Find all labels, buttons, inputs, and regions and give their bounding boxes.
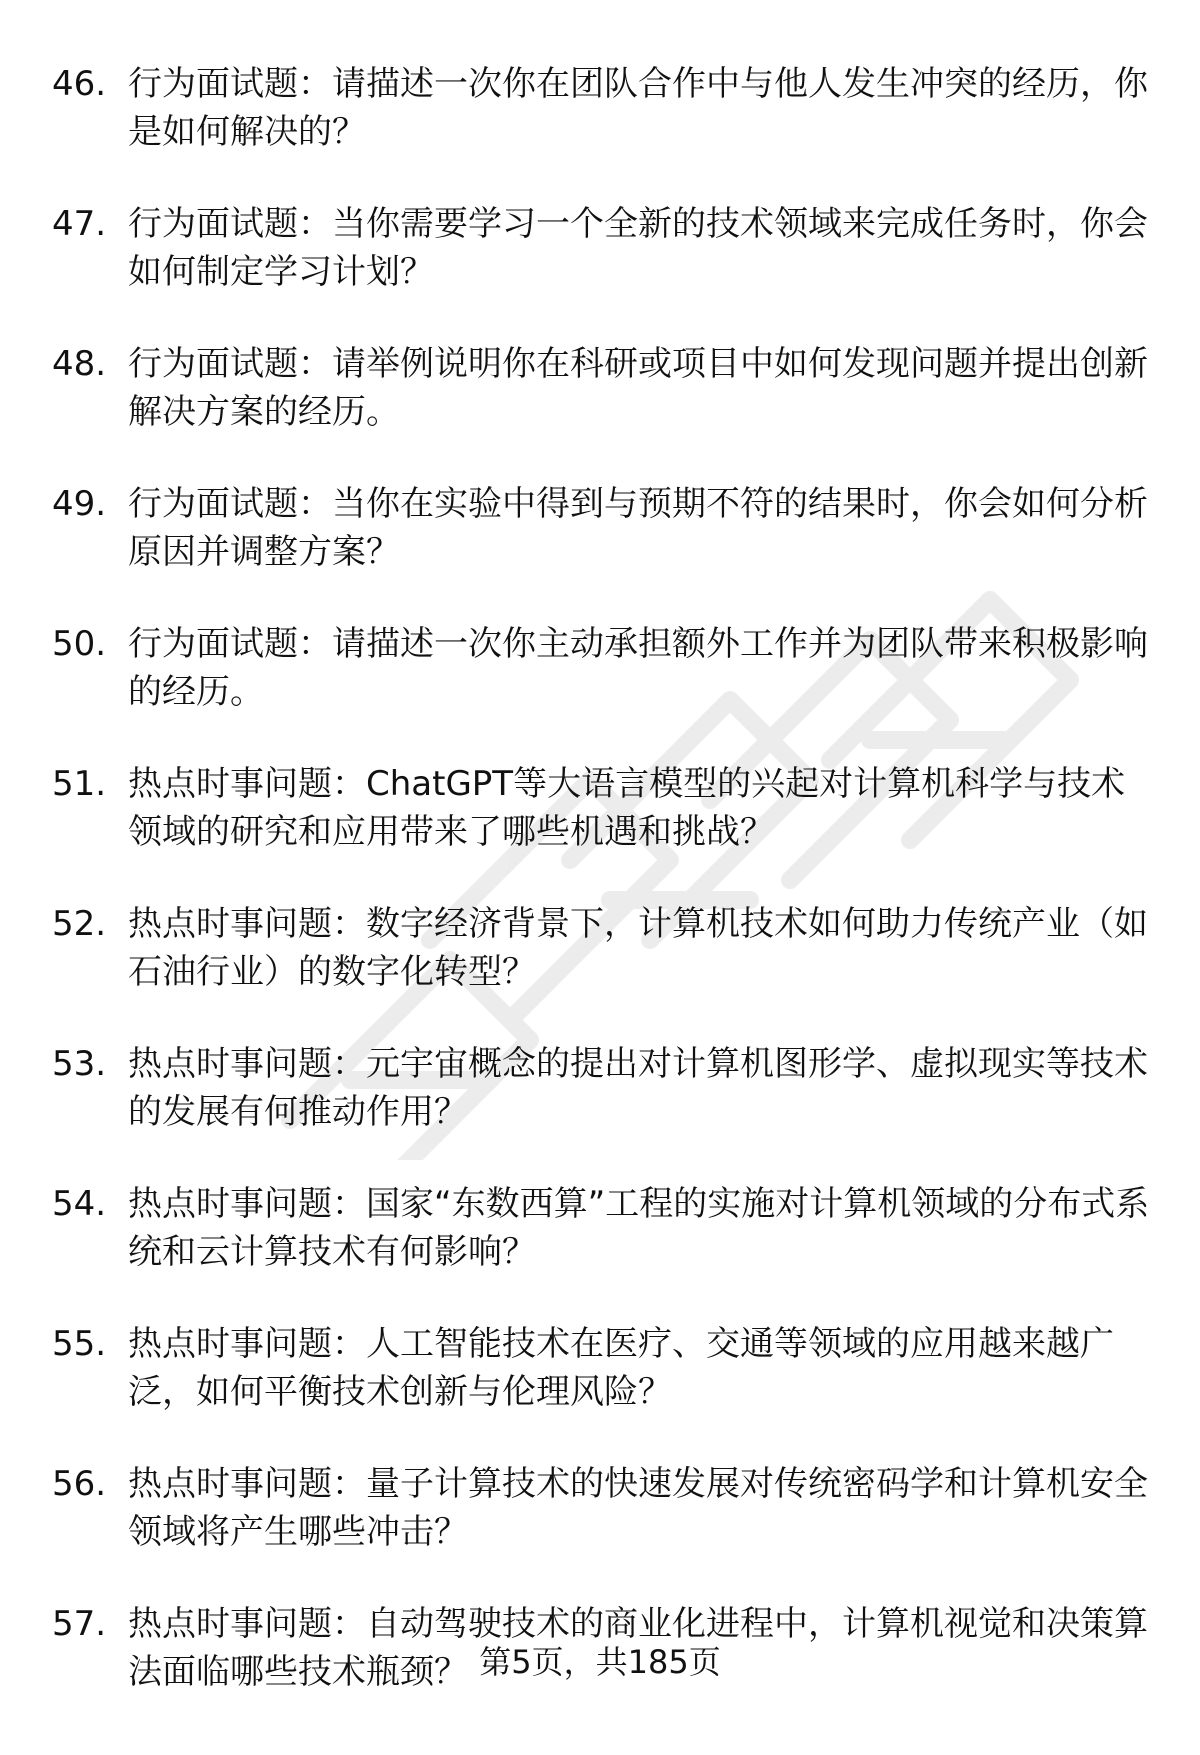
question-item-56	[52, 1460, 1152, 1556]
question-text: 行为面试题：当你需要学习一个全新的技术领域来完成任务时，你会如何制定学习计划？	[128, 204, 1148, 292]
question-number: 57.	[52, 1604, 107, 1644]
question-item-46	[52, 60, 1152, 156]
question-text: 行为面试题：请描述一次你主动承担额外工作并为团队带来积极影响的经历。	[128, 624, 1148, 712]
question-item-52	[52, 900, 1152, 996]
question-number: 56.	[52, 1464, 107, 1504]
question-number: 47.	[52, 204, 107, 244]
question-text: 热点时事问题：数字经济背景下，计算机技术如何助力传统产业（如石油行业）的数字化转型？	[128, 904, 1148, 992]
question-list	[52, 60, 1152, 1740]
question-number: 54.	[52, 1184, 107, 1224]
question-text: 热点时事问题：人工智能技术在医疗、交通等领域的应用越来越广泛，如何平衡技术创新与伦理风险？	[128, 1324, 1114, 1412]
question-number: 49.	[52, 484, 107, 524]
question-text: 热点时事问题：自动驾驶技术的商业化进程中，计算机视觉和决策算法面临哪些技术瓶颈？	[128, 1604, 1148, 1692]
question-text: 热点时事问题：元宇宙概念的提出对计算机图形学、虚拟现实等技术的发展有何推动作用？	[128, 1044, 1148, 1132]
question-number: 51.	[52, 764, 107, 804]
question-item-53	[52, 1040, 1152, 1136]
question-item-54	[52, 1180, 1152, 1276]
question-text: 热点时事问题：量子计算技术的快速发展对传统密码学和计算机安全领域将产生哪些冲击？	[128, 1464, 1148, 1552]
question-text: 行为面试题：当你在实验中得到与预期不符的结果时，你会如何分析原因并调整方案？	[128, 484, 1148, 572]
question-text: 行为面试题：请举例说明你在科研或项目中如何发现问题并提出创新解决方案的经历。	[128, 344, 1148, 432]
question-number: 46.	[52, 64, 107, 104]
question-item-55	[52, 1320, 1152, 1416]
question-item-51	[52, 760, 1152, 856]
question-number: 52.	[52, 904, 107, 944]
question-text: 行为面试题：请描述一次你在团队合作中与他人发生冲突的经历，你是如何解决的？	[128, 64, 1148, 152]
question-number: 50.	[52, 624, 107, 664]
question-number: 53.	[52, 1044, 107, 1084]
question-item-47	[52, 200, 1152, 296]
question-text: 热点时事问题：ChatGPT等大语言模型的兴起对计算机科学与技术领域的研究和应用带来了哪些机遇和挑战？	[128, 764, 1126, 852]
question-item-48	[52, 340, 1152, 436]
question-item-49	[52, 480, 1152, 576]
question-number: 55.	[52, 1324, 107, 1364]
page-footer: 第5页，共185页	[479, 1643, 721, 1681]
question-number: 48.	[52, 344, 107, 384]
question-text: 热点时事问题：国家“东数西算”工程的实施对计算机领域的分布式系统和云计算技术有何影响？	[128, 1184, 1150, 1272]
question-item-50	[52, 620, 1152, 716]
